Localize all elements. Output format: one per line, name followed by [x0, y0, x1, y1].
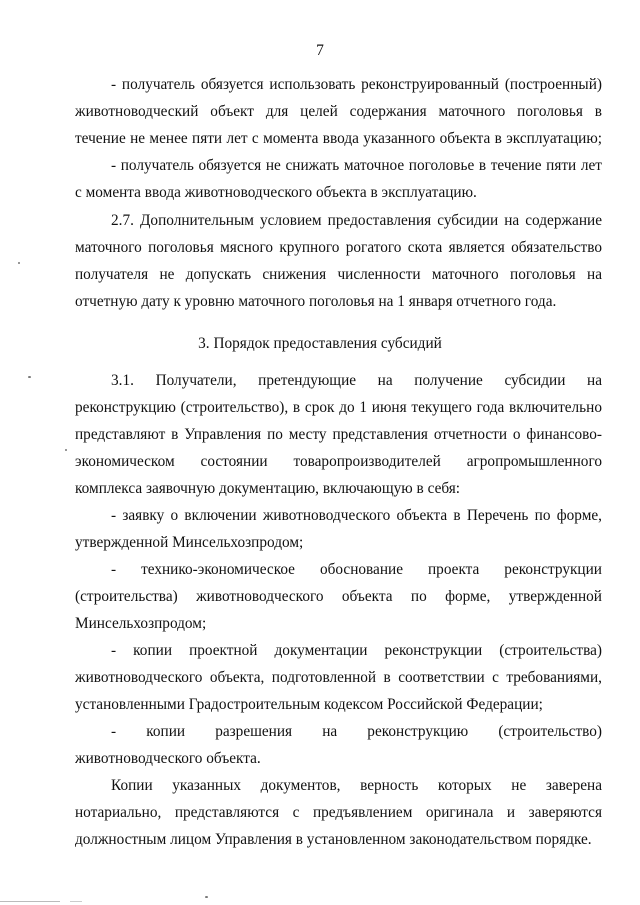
scan-edge-marks: [0, 897, 640, 905]
text-line: комплекса заявочную документацию, включающую в себя:: [75, 480, 461, 497]
text-line: получателя не допускать снижения численности маточного поголовья на: [75, 266, 602, 283]
text-line: маточного поголовья мясного крупного рогатого скота является обязательство: [75, 239, 602, 256]
scan-speck: [18, 262, 20, 264]
section-heading: 3. Порядок предоставления субсидий: [198, 335, 442, 352]
text-line: - технико-экономическое обоснование проекта реконструкции: [111, 561, 602, 578]
text-line: экономическом состоянии товаропроизводителей агропромышленного: [75, 453, 602, 470]
text-line: утвержденной Минсельхозпродом;: [75, 534, 304, 551]
text-line: должностным лицом Управления в установленном законодательством порядке.: [75, 831, 592, 848]
text-line: течение не менее пяти лет с момента ввода указанного объекта в эксплуатацию;: [75, 130, 602, 147]
text-line: Копии указанных документов, верность которых не заверена: [111, 777, 602, 794]
text-line: - получатель обязуется не снижать маточное поголовье в течение пяти лет: [111, 157, 602, 174]
text-line: - копии проектной документации реконструкции (строительства): [111, 642, 602, 659]
text-line: - копии разрешения на реконструкцию (строительство): [111, 723, 602, 740]
text-line: установленными Градостроительным кодексом Российской Федерации;: [75, 696, 543, 713]
text-line: реконструкцию (строительство), в срок до 1 июня текущего года включительно: [75, 399, 602, 416]
text-line: нотариально, представляются с предъявлением оригинала и заверяются: [75, 804, 602, 821]
page-number: 7: [316, 42, 324, 59]
scan-speck: [28, 376, 31, 378]
text-line: животноводческого объекта, подготовленной в соответствии с требованиями,: [75, 669, 602, 686]
text-line: отчетную дату к уровню маточного поголовья на 1 января отчетного года.: [75, 293, 557, 310]
text-line: с момента ввода животноводческого объекта в эксплуатацию.: [75, 184, 477, 201]
text-line: Минсельхозпродом;: [75, 615, 207, 632]
text-line: животноводческий объект для целей содержания маточного поголовья в: [75, 103, 602, 120]
text-line: - получатель обязуется использовать реконструированный (построенный): [111, 76, 602, 93]
text-line: представляют в Управления по месту представления отчетности о финансово-: [75, 426, 602, 443]
text-line: животноводческого объекта.: [75, 750, 261, 767]
text-line: 3.1. Получатели, претендующие на получение субсидии на: [111, 372, 602, 389]
text-line: (строительства) животноводческого объекта по форме, утвержденной: [75, 588, 602, 605]
text-line: - заявку о включении животноводческого объекта в Перечень по форме,: [111, 507, 602, 524]
scan-speck: [65, 449, 67, 451]
text-line: 2.7. Дополнительным условием предоставления субсидии на содержание: [111, 212, 602, 229]
